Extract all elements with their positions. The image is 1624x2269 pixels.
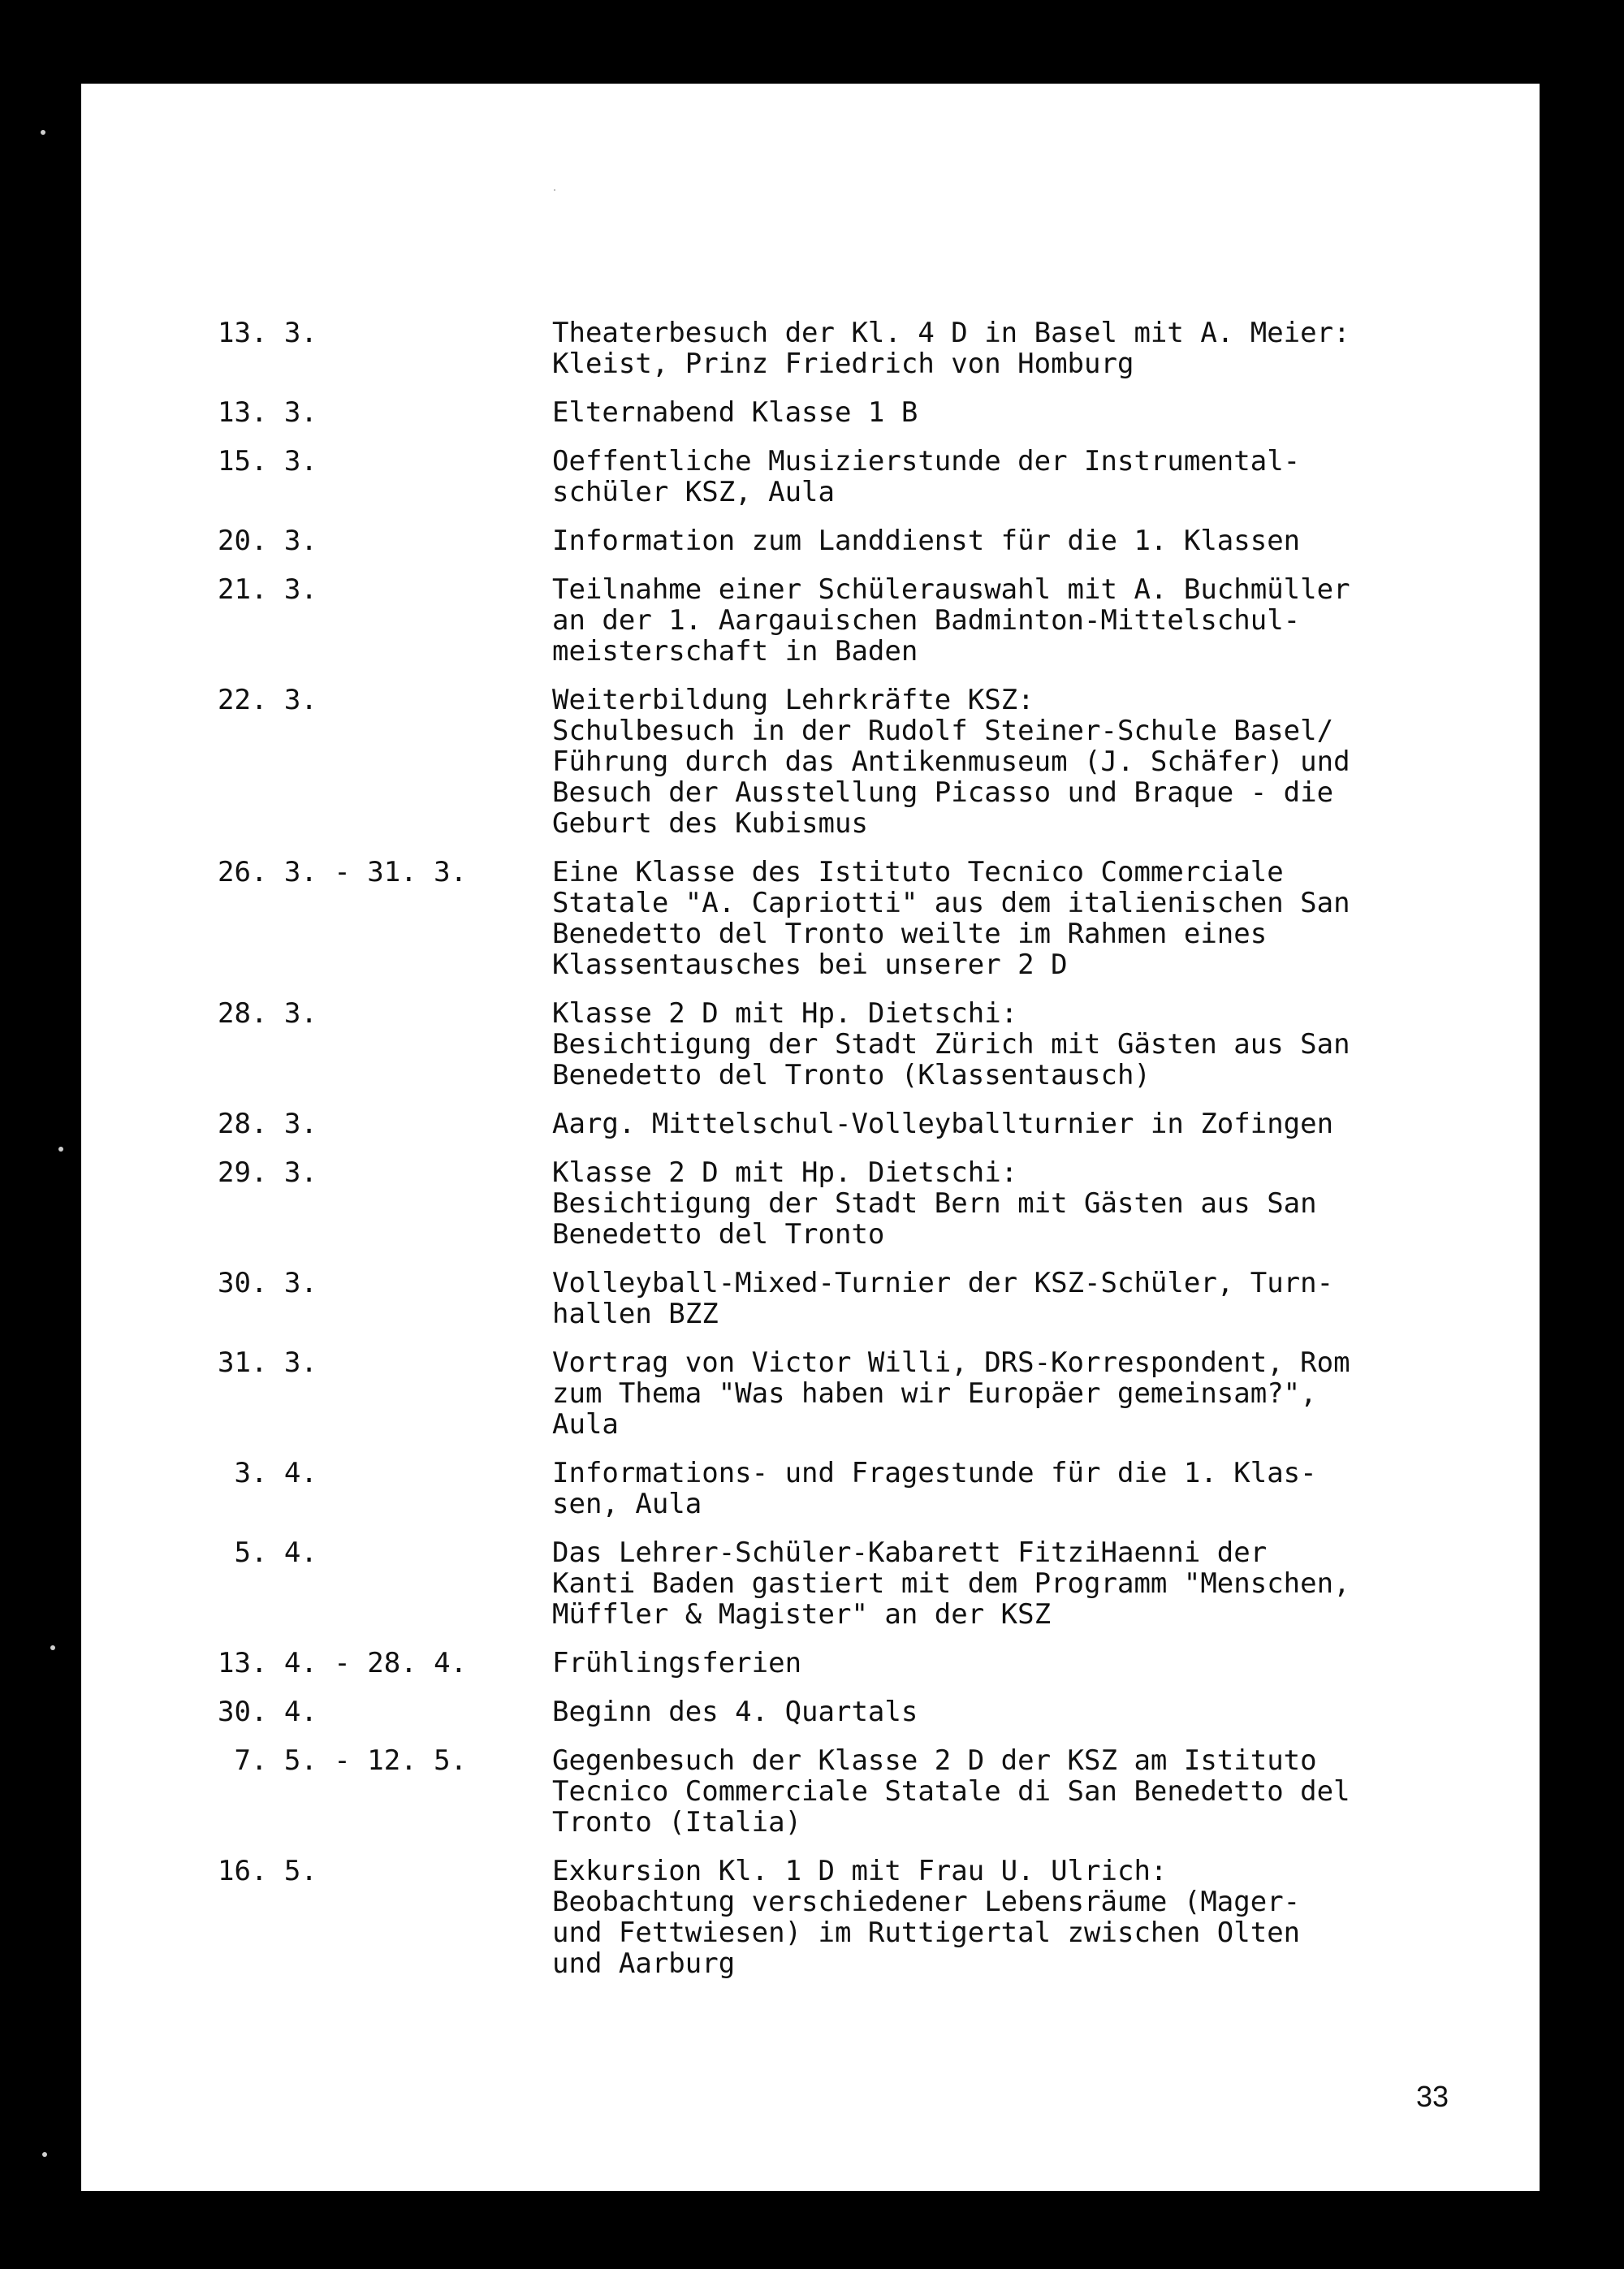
entry-description-line: Benedetto del Tronto (Klassentausch) [552, 1059, 1151, 1091]
entry-description [552, 525, 1533, 556]
chronicle-entry [218, 1109, 1533, 1139]
entry-date: 7. 5. - 12. 5. [218, 1744, 468, 1777]
entry-date: 13. 3. [218, 396, 317, 429]
entry-date: 15. 3. [218, 445, 317, 478]
entry-date: 20. 3. [218, 525, 317, 557]
entry-date: 28. 3. [218, 1108, 317, 1140]
entry-description-line: und Aarburg [552, 1947, 736, 1980]
entry-date: 26. 3. - 31. 3. [218, 856, 468, 888]
entry-description-line: Beobachtung verschiedener Lebensräume (Mager- [552, 1886, 1301, 1918]
entry-date: 22. 3. [218, 684, 317, 716]
entry-description [552, 446, 1533, 508]
entry-description-line: an der 1. Aargauischen Badminton-Mittelschul- [552, 604, 1301, 637]
entry-description-line: Besuch der Ausstellung Picasso und Braque - die [552, 776, 1334, 809]
entry-date: 5. 4. [218, 1536, 317, 1569]
entry-description-line: Information zum Landdienst für die 1. Klassen [552, 525, 1301, 557]
chronicle-entry [218, 446, 1533, 508]
document-page [81, 84, 1540, 2191]
entry-description [552, 574, 1533, 667]
entry-description-line: Statale "A. Capriotti" aus dem italienischen San [552, 887, 1350, 919]
entry-description [552, 318, 1533, 379]
entry-description-line: Müffler & Magister" an der KSZ [552, 1598, 1052, 1631]
entry-description [552, 1856, 1533, 1979]
scan-speck-left-2 [58, 1147, 63, 1152]
entry-description-line: Informations- und Fragestunde für die 1. Klas- [552, 1457, 1317, 1489]
entry-description [552, 1745, 1533, 1838]
entry-description [552, 685, 1533, 839]
chronicle-entry [218, 998, 1533, 1091]
chronicle-entry [218, 525, 1533, 556]
entry-date: 28. 3. [218, 997, 317, 1030]
entry-description [552, 1648, 1533, 1679]
entry-description-line: Klassentausches bei unserer 2 D [552, 949, 1068, 981]
page-number: 33 [1415, 2080, 1449, 2113]
scan-speck-page [554, 189, 555, 191]
entry-description-line: Das Lehrer-Schüler-Kabarett FitziHaenni der [552, 1536, 1268, 1569]
entry-description-line: Frühlingsferien [552, 1647, 802, 1679]
chronicle-entries [218, 318, 1533, 1997]
entry-description-line: Exkursion Kl. 1 D mit Frau U. Ulrich: [552, 1855, 1168, 1887]
entry-date: 29. 3. [218, 1156, 317, 1189]
entry-description-line: sen, Aula [552, 1488, 702, 1520]
chronicle-entry [218, 397, 1533, 428]
entry-description [552, 1157, 1533, 1250]
chronicle-entry [218, 1458, 1533, 1519]
entry-description-line: Tecnico Commerciale Statale di San Benedetto del [552, 1775, 1350, 1808]
entry-description-line: Beginn des 4. Quartals [552, 1696, 918, 1728]
entry-description-line: schüler KSZ, Aula [552, 476, 835, 508]
entry-description-line: Aula [552, 1408, 619, 1441]
entry-description [552, 1458, 1533, 1519]
chronicle-entry [218, 1856, 1533, 1979]
entry-description-line: meisterschaft in Baden [552, 635, 918, 668]
entry-description-line: Kanti Baden gastiert mit dem Programm "Menschen, [552, 1567, 1350, 1600]
chronicle-entry [218, 1268, 1533, 1329]
chronicle-entry [218, 1157, 1533, 1250]
entry-date: 3. 4. [218, 1457, 317, 1489]
entry-description [552, 1268, 1533, 1329]
chronicle-entry [218, 1745, 1533, 1838]
entry-description [552, 1347, 1533, 1440]
scan-speck-left-3 [50, 1645, 55, 1650]
entry-description-line: Kleist, Prinz Friedrich von Homburg [552, 348, 1134, 380]
entry-date: 16. 5. [218, 1855, 317, 1887]
chronicle-entry [218, 685, 1533, 839]
entry-description-line: Eine Klasse des Istituto Tecnico Commerciale [552, 856, 1284, 888]
entry-description-line: und Fettwiesen) im Ruttigertal zwischen Olten [552, 1917, 1301, 1949]
entry-date: 13. 4. - 28. 4. [218, 1647, 468, 1679]
entry-date: 13. 3. [218, 317, 317, 349]
entry-description [552, 998, 1533, 1091]
entry-description [552, 1109, 1533, 1139]
entry-description-line: Elternabend Klasse 1 B [552, 396, 918, 429]
entry-date: 30. 4. [218, 1696, 317, 1728]
entry-description-line: Führung durch das Antikenmuseum (J. Schäfer) und [552, 746, 1350, 778]
entry-description-line: Benedetto del Tronto [552, 1218, 885, 1251]
entry-description-line: Weiterbildung Lehrkräfte KSZ: [552, 684, 1034, 716]
entry-description-line: Geburt des Kubismus [552, 807, 868, 840]
chronicle-entry [218, 1347, 1533, 1440]
entry-date: 30. 3. [218, 1267, 317, 1299]
entry-description-line: Besichtigung der Stadt Bern mit Gästen aus San [552, 1187, 1317, 1220]
entry-description-line: hallen BZZ [552, 1298, 719, 1330]
entry-description-line: Tronto (Italia) [552, 1806, 802, 1839]
scan-speck-left-1 [41, 130, 45, 135]
entry-description-line: Teilnahme einer Schülerauswahl mit A. Buchmüller [552, 573, 1350, 606]
entry-date: 31. 3. [218, 1346, 317, 1379]
chronicle-entry [218, 574, 1533, 667]
entry-description-line: Schulbesuch in der Rudolf Steiner-Schule Basel/ [552, 715, 1334, 747]
entry-description [552, 397, 1533, 428]
entry-description-line: Benedetto del Tronto weilte im Rahmen eines [552, 918, 1268, 950]
entry-description-line: Vortrag von Victor Willi, DRS-Korrespondent, Rom [552, 1346, 1350, 1379]
entry-description-line: zum Thema "Was haben wir Europäer gemeinsam?", [552, 1377, 1317, 1410]
entry-description-line: Aarg. Mittelschul-Volleyballturnier in Zofingen [552, 1108, 1334, 1140]
entry-description-line: Klasse 2 D mit Hp. Dietschi: [552, 1156, 1018, 1189]
chronicle-entry [218, 1648, 1533, 1679]
entry-description [552, 1696, 1533, 1727]
entry-description-line: Oeffentliche Musizierstunde der Instrumental- [552, 445, 1301, 478]
entry-description [552, 1537, 1533, 1630]
entry-description-line: Besichtigung der Stadt Zürich mit Gästen aus San [552, 1028, 1350, 1061]
chronicle-entry [218, 318, 1533, 379]
entry-description-line: Theaterbesuch der Kl. 4 D in Basel mit A. Meier: [552, 317, 1350, 349]
entry-description-line: Gegenbesuch der Klasse 2 D der KSZ am Istituto [552, 1744, 1317, 1777]
entry-description [552, 857, 1533, 980]
chronicle-entry [218, 857, 1533, 980]
entry-date: 21. 3. [218, 573, 317, 606]
entry-description-line: Klasse 2 D mit Hp. Dietschi: [552, 997, 1018, 1030]
chronicle-entry [218, 1696, 1533, 1727]
entry-description-line: Volleyball-Mixed-Turnier der KSZ-Schüler, Turn- [552, 1267, 1334, 1299]
scan-speck-left-4 [42, 2152, 47, 2157]
chronicle-entry [218, 1537, 1533, 1630]
